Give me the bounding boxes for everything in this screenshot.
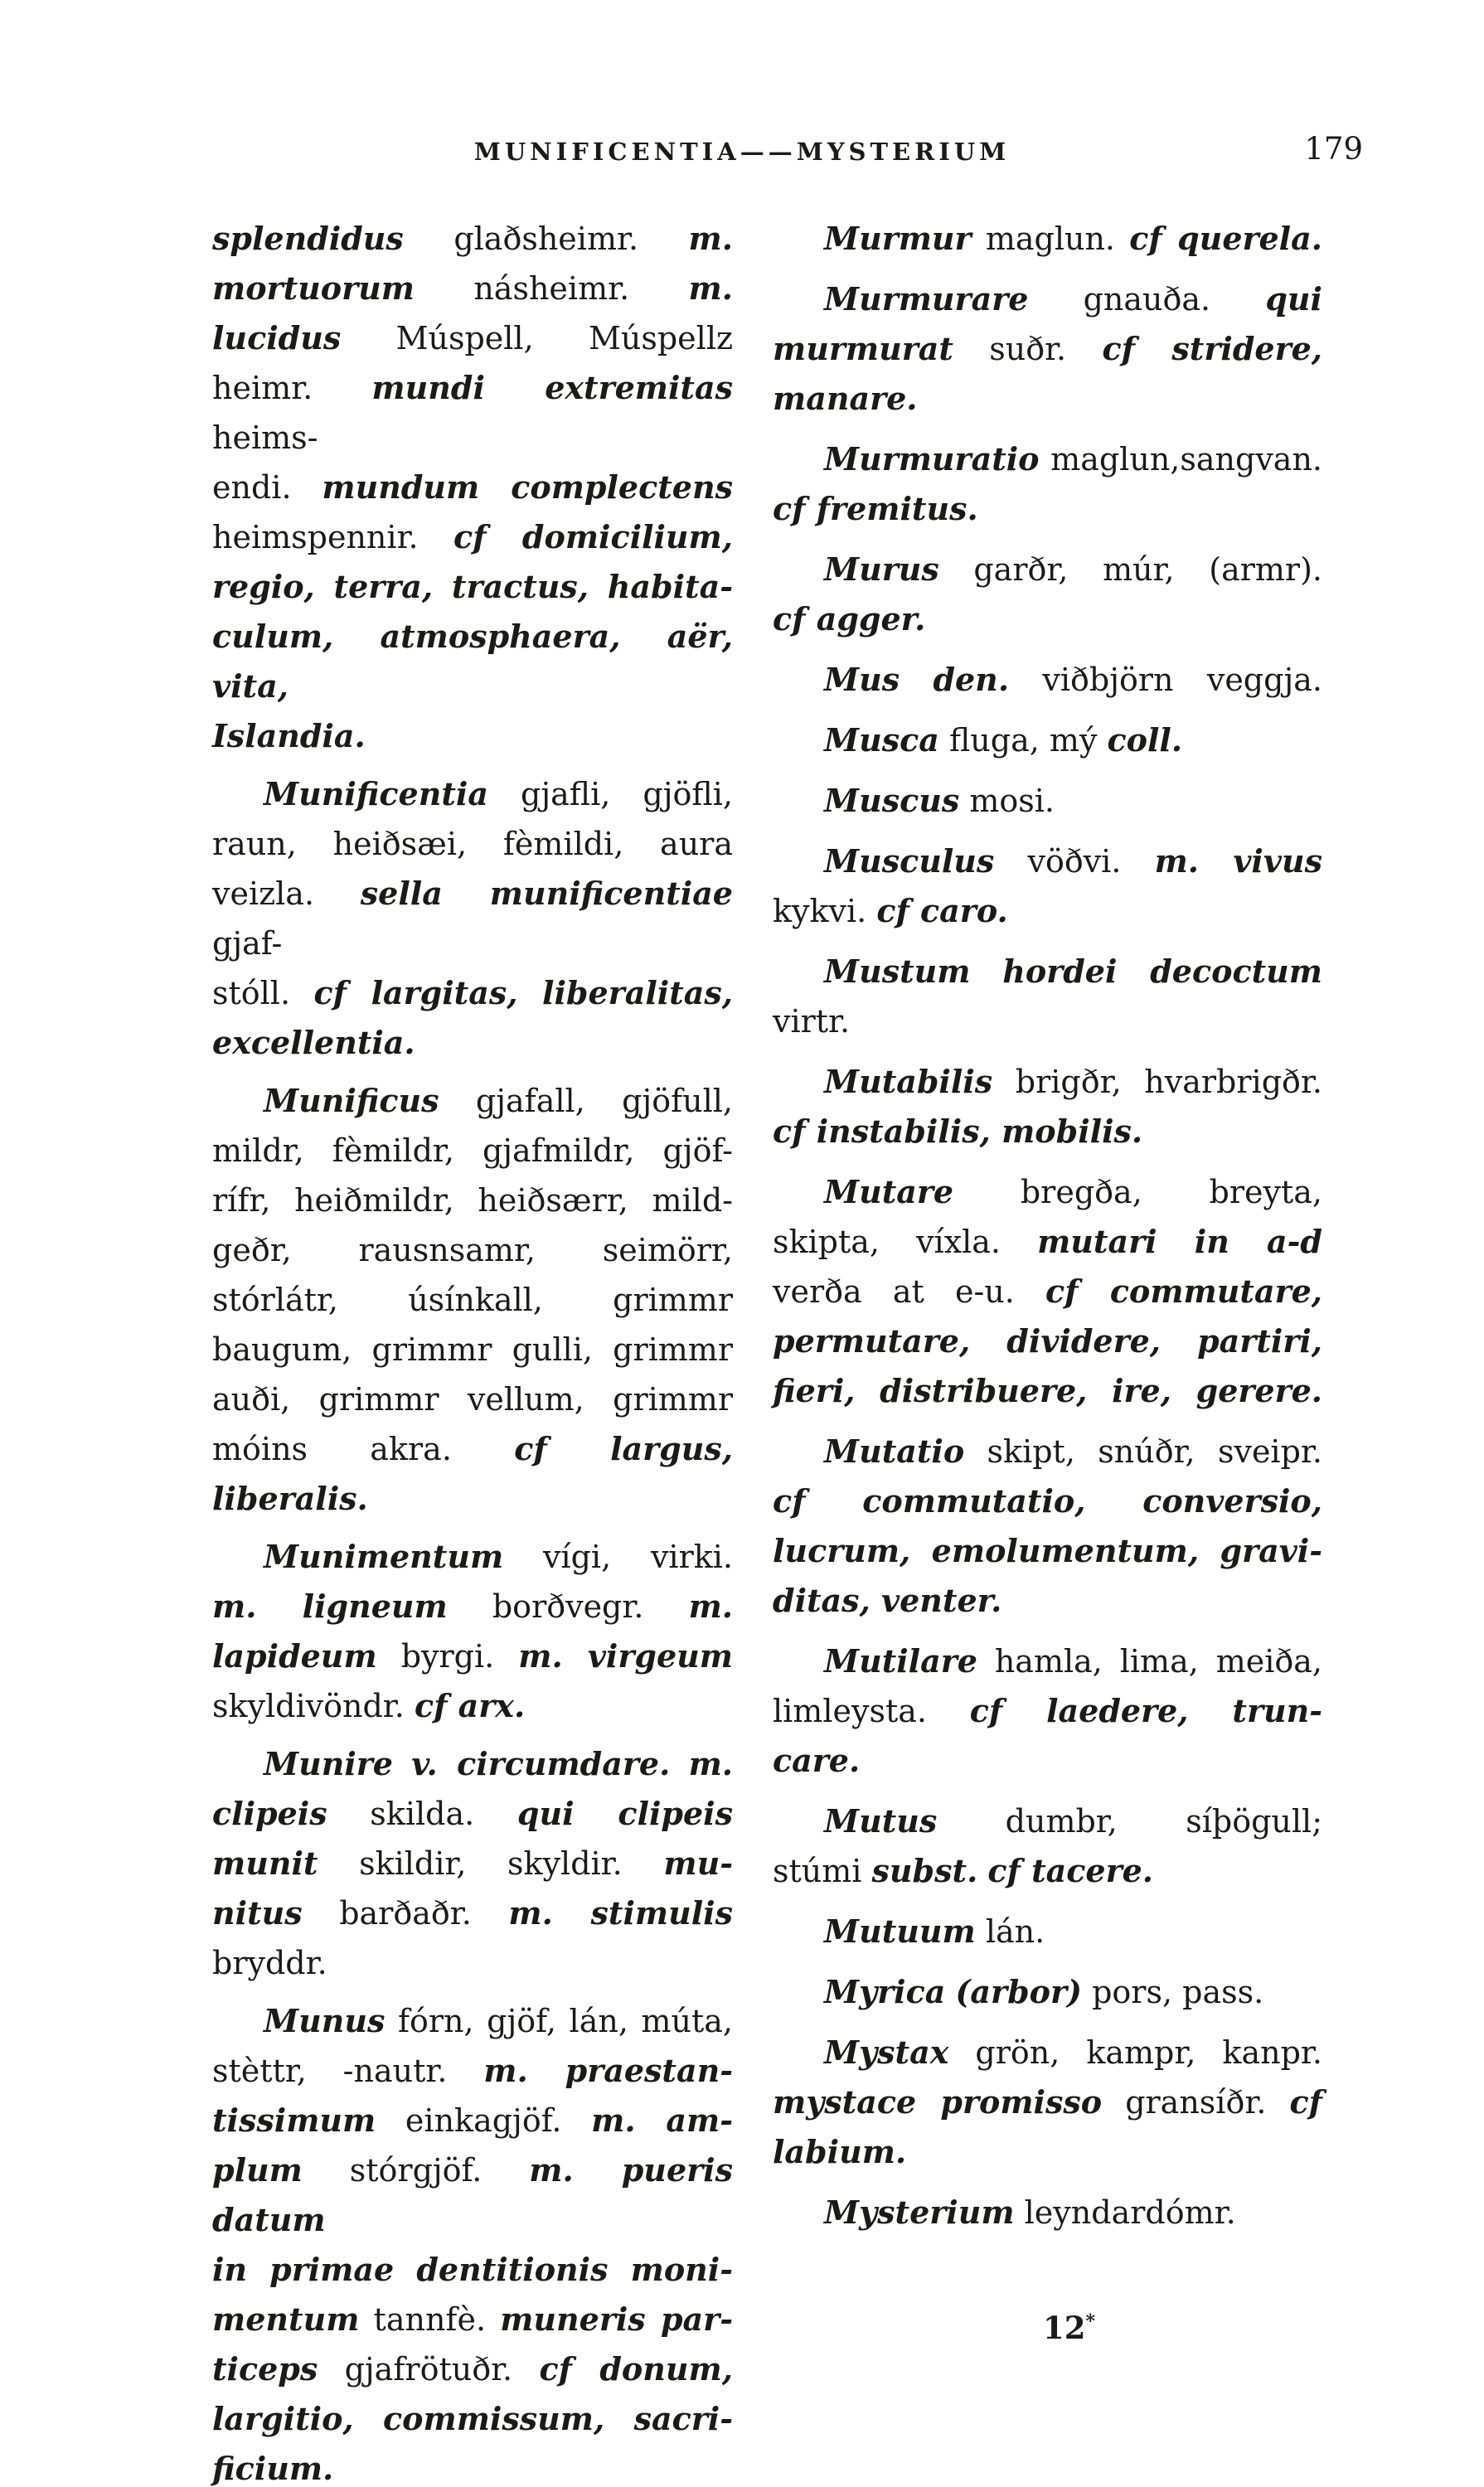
latin-text: mu- xyxy=(663,1845,733,1882)
icelandic-text: endi. xyxy=(212,469,292,506)
text-line xyxy=(212,1374,733,1424)
dictionary-entry xyxy=(773,1967,1322,2017)
text-line xyxy=(212,1018,733,1068)
latin-text: m. xyxy=(688,1588,733,1625)
text-line xyxy=(212,214,733,264)
text-line xyxy=(773,836,1322,886)
latin-text: cf commutatio, conversio, xyxy=(773,1482,1322,1520)
text-line xyxy=(212,711,733,761)
latin-text: cf tacere. xyxy=(987,1852,1154,1889)
latin-lemma: Muscus xyxy=(824,782,960,819)
icelandic-text: rífr, heiðmildr, heiðsærr, mild- xyxy=(212,1182,733,1219)
dictionary-entry xyxy=(773,1907,1322,1956)
icelandic-text: kykvi. xyxy=(773,893,867,929)
dictionary-entry xyxy=(773,545,1322,644)
icelandic-text: gnauða. xyxy=(1083,281,1211,318)
latin-text: qui xyxy=(1265,280,1322,318)
icelandic-text: dumbr, síþögull; xyxy=(1005,1803,1322,1840)
text-line xyxy=(212,2295,733,2344)
icelandic-text: maglun,sangvan. xyxy=(1050,441,1322,478)
latin-text: murmurat xyxy=(773,330,953,367)
latin-lemma: Munificentia xyxy=(264,775,488,812)
latin-lemma: Murus xyxy=(824,550,939,588)
text-line xyxy=(773,2127,1322,2177)
latin-text: m. ligneum xyxy=(212,1588,448,1625)
text-line xyxy=(212,1888,733,1938)
latin-text: regio, terra, tractus, habita- xyxy=(212,568,733,605)
latin-text: clipeis xyxy=(212,1795,327,1832)
text-line xyxy=(773,886,1322,936)
signature-mark xyxy=(1043,2310,1095,2346)
icelandic-text: móins akra. xyxy=(212,1431,452,1467)
latin-text: care. xyxy=(773,1742,861,1779)
text-line xyxy=(212,463,733,512)
icelandic-text: tannfè. xyxy=(373,2301,487,2338)
text-line xyxy=(773,655,1322,705)
text-line xyxy=(212,2145,733,2245)
dictionary-entry xyxy=(773,1796,1322,1896)
latin-lemma: mortuorum xyxy=(212,269,415,307)
latin-lemma: Musculus xyxy=(824,842,995,880)
text-line xyxy=(773,715,1322,765)
dictionary-entry xyxy=(773,1167,1322,1416)
text-line xyxy=(773,1967,1322,2017)
text-line xyxy=(773,274,1322,324)
text-line xyxy=(773,1796,1322,1846)
dictionary-entry xyxy=(773,1427,1322,1626)
icelandic-text: barðaðr. xyxy=(339,1895,472,1932)
text-line xyxy=(212,1225,733,1275)
latin-text: tissimum xyxy=(212,2102,376,2139)
latin-lemma: Myrica xyxy=(824,1973,946,2010)
dictionary-entry xyxy=(212,1532,733,1731)
latin-lemma: Munificus xyxy=(264,1082,439,1119)
latin-text: cf commutare, xyxy=(1045,1273,1322,1310)
latin-text: cf stridere, xyxy=(1102,330,1322,367)
icelandic-text: einkagjöf. xyxy=(405,2102,562,2139)
icelandic-text: raun, heiðsæi, fèmildi, aura xyxy=(212,826,733,862)
text-line xyxy=(212,1789,733,1839)
text-line xyxy=(212,1839,733,1888)
latin-text: permutare, dividere, partiri, xyxy=(773,1322,1322,1360)
icelandic-text: virtr. xyxy=(773,1003,851,1040)
latin-text: cf caro. xyxy=(876,892,1008,929)
text-line xyxy=(773,1107,1322,1156)
dictionary-entry xyxy=(773,1057,1322,1156)
latin-lemma: Munire xyxy=(264,1745,393,1782)
text-line xyxy=(773,1736,1322,1786)
text-line xyxy=(212,769,733,819)
text-line xyxy=(212,968,733,1018)
latin-text: cf largitas, liberalitas, xyxy=(313,974,733,1011)
icelandic-text: vöðvi. xyxy=(1027,843,1122,880)
text-line xyxy=(212,1176,733,1225)
latin-lemma: splendidus xyxy=(212,220,404,257)
latin-text: cf instabilis, mobilis. xyxy=(773,1113,1143,1150)
icelandic-text: gjafrötuðr. xyxy=(344,2351,513,2388)
text-line xyxy=(773,1316,1322,1366)
dictionary-entry xyxy=(773,655,1322,705)
latin-text: (arbor) xyxy=(955,1973,1082,2010)
text-line xyxy=(773,214,1322,264)
text-line xyxy=(773,1167,1322,1217)
text-line xyxy=(212,313,733,363)
latin-lemma: Mutus xyxy=(824,1802,938,1840)
icelandic-text: skyldivöndr. xyxy=(212,1688,405,1724)
dictionary-entry xyxy=(773,2028,1322,2177)
dictionary-entry xyxy=(773,776,1322,826)
text-line xyxy=(773,594,1322,644)
text-line xyxy=(773,1057,1322,1107)
icelandic-text: garðr, múr, (armr). xyxy=(973,551,1322,588)
latin-text: cf arx. xyxy=(414,1687,526,1724)
text-line xyxy=(773,1217,1322,1267)
dictionary-entry xyxy=(212,1739,733,1988)
latin-lemma: Mutatio xyxy=(824,1433,965,1470)
text-line xyxy=(773,545,1322,594)
text-line xyxy=(212,512,733,562)
latin-text: Islandia. xyxy=(212,717,366,754)
latin-text: coll. xyxy=(1107,721,1183,759)
text-line xyxy=(212,2444,733,2487)
text-line xyxy=(212,1424,733,1524)
right-column xyxy=(773,214,1322,2248)
icelandic-text: bregða, breyta, xyxy=(1020,1174,1322,1210)
text-line xyxy=(773,1636,1322,1686)
dictionary-entry xyxy=(773,836,1322,936)
icelandic-text: maglun. xyxy=(985,221,1116,257)
icelandic-text: gjaf- xyxy=(212,925,283,962)
latin-text: cf laedere, trun- xyxy=(969,1692,1322,1729)
icelandic-text: limleysta. xyxy=(773,1693,927,1729)
text-line xyxy=(773,1476,1322,1526)
page-number: 179 xyxy=(1304,131,1363,167)
text-line xyxy=(773,1526,1322,1576)
dictionary-entry xyxy=(212,1076,733,1524)
latin-text: sella munificentiae xyxy=(360,875,733,912)
icelandic-text: stóll. xyxy=(212,975,291,1011)
icelandic-text: geðr, rausnsamr, seimörr, xyxy=(212,1232,733,1268)
dictionary-entry xyxy=(212,1996,733,2487)
icelandic-text: viðbjörn veggja. xyxy=(1042,662,1322,698)
icelandic-text: stórlátr, úsínkall, grimmr xyxy=(212,1282,733,1318)
latin-text: fieri, distribuere, ire, gerere. xyxy=(773,1372,1322,1409)
text-line xyxy=(212,363,733,463)
text-line xyxy=(773,1267,1322,1316)
latin-lemma: Mutabilis xyxy=(824,1063,993,1100)
dictionary-entry xyxy=(773,1636,1322,1786)
latin-text: mundum complectens xyxy=(322,468,733,506)
dictionary-entry xyxy=(212,769,733,1068)
signature-number: 12 xyxy=(1043,2310,1086,2346)
icelandic-text: brigðr, hvarbrigðr. xyxy=(1015,1064,1322,1100)
latin-text: lapideum xyxy=(212,1637,377,1675)
text-line xyxy=(773,996,1322,1046)
text-line xyxy=(212,1532,733,1582)
latin-lemma: Mutuum xyxy=(824,1913,976,1950)
latin-text: cf domicilium, xyxy=(453,518,733,555)
latin-text: largitio, commissum, sacri- xyxy=(212,2400,733,2437)
text-line xyxy=(212,2046,733,2096)
text-line xyxy=(773,484,1322,534)
latin-text: culum, atmosphaera, aër, vita, xyxy=(212,618,733,705)
text-line xyxy=(212,1582,733,1631)
latin-lemma: Murmuratio xyxy=(824,440,1040,478)
dictionary-entry xyxy=(773,214,1322,264)
icelandic-text: stúmi xyxy=(773,1853,862,1889)
icelandic-text: stèttr, -nautr. xyxy=(212,2053,448,2089)
latin-text: cf xyxy=(1289,2083,1322,2121)
icelandic-text: verða at e-u. xyxy=(773,1273,1015,1310)
latin-text: hordei decoctum xyxy=(1002,953,1322,990)
latin-text: m. xyxy=(688,1745,733,1782)
text-line xyxy=(212,1996,733,2046)
dictionary-entry xyxy=(773,2188,1322,2237)
latin-text: nitus xyxy=(212,1894,303,1932)
dictionary-entry xyxy=(773,715,1322,765)
icelandic-text: auði, grimmr vellum, grimmr xyxy=(212,1381,733,1418)
latin-text: excellentia. xyxy=(212,1024,415,1061)
latin-text: plum xyxy=(212,2151,303,2189)
icelandic-text: leyndardómr. xyxy=(1024,2194,1236,2231)
latin-text: den. xyxy=(933,661,1010,698)
text-line xyxy=(212,2096,733,2145)
latin-text: m. xyxy=(688,220,733,257)
latin-lemma: Musca xyxy=(824,721,939,759)
icelandic-text: skipta, víxla. xyxy=(773,1224,1001,1260)
text-line xyxy=(773,1846,1322,1896)
icelandic-text: stórgjöf. xyxy=(349,2152,483,2189)
latin-text: subst. xyxy=(871,1852,978,1889)
icelandic-text: fórn, gjöf, lán, múta, xyxy=(397,2003,733,2039)
icelandic-text: veizla. xyxy=(212,875,315,912)
icelandic-text: baugum, grimmr gulli, grimmr xyxy=(212,1331,733,1368)
text-line xyxy=(773,1427,1322,1476)
icelandic-text: heims- xyxy=(212,419,318,456)
latin-lemma: Munimentum xyxy=(264,1538,504,1575)
latin-text: cf largus, liberalis. xyxy=(212,1430,733,1517)
text-line xyxy=(773,2188,1322,2237)
text-line xyxy=(212,819,733,869)
latin-text: v. circumdare. xyxy=(411,1745,671,1782)
icelandic-text: gransíðr. xyxy=(1125,2084,1267,2121)
latin-text: m. pueris datum xyxy=(212,2151,733,2238)
left-column xyxy=(212,214,733,2487)
icelandic-text: heimr. xyxy=(212,370,313,406)
text-line xyxy=(212,562,733,612)
text-line xyxy=(212,2344,733,2394)
latin-text: ditas, venter. xyxy=(773,1582,1002,1619)
latin-lemma: Mysterium xyxy=(824,2194,1015,2231)
dictionary-entry xyxy=(773,947,1322,1046)
icelandic-text: lán. xyxy=(985,1913,1045,1950)
latin-text: munit xyxy=(212,1845,318,1882)
text-line xyxy=(212,1631,733,1681)
text-line xyxy=(212,264,733,313)
latin-text: mentum xyxy=(212,2300,360,2338)
text-line xyxy=(212,1275,733,1325)
icelandic-text: gjafli, gjöfli, xyxy=(521,776,733,812)
text-line xyxy=(212,2394,733,2444)
text-line xyxy=(212,1126,733,1176)
latin-text: qui clipeis xyxy=(516,1795,733,1832)
icelandic-text: vígi, virki. xyxy=(542,1539,733,1575)
icelandic-text: mosi. xyxy=(969,783,1055,819)
text-line xyxy=(773,1576,1322,1626)
latin-text: cf fremitus. xyxy=(773,490,978,527)
icelandic-text: mildr, fèmildr, gjafmildr, gjöf- xyxy=(212,1132,733,1169)
latin-text: m. vivus xyxy=(1154,842,1322,880)
latin-lemma: Murmur xyxy=(824,220,972,257)
latin-text: m. virgeum xyxy=(518,1637,733,1675)
latin-text: manare. xyxy=(773,380,918,417)
icelandic-text: byrgi. xyxy=(400,1638,495,1675)
dictionary-entry xyxy=(773,434,1322,534)
latin-text: muneris par- xyxy=(500,2300,733,2338)
text-line xyxy=(212,612,733,711)
latin-text: mystace promisso xyxy=(773,2083,1103,2121)
icelandic-text: heimspennir. xyxy=(212,519,419,555)
latin-text: cf donum, xyxy=(539,2350,733,2388)
icelandic-text: Múspell, Múspellz xyxy=(395,320,733,356)
latin-text: labium. xyxy=(773,2133,907,2170)
text-line xyxy=(773,776,1322,826)
dictionary-entry xyxy=(773,274,1322,424)
text-line xyxy=(773,1686,1322,1736)
text-line xyxy=(212,1739,733,1789)
text-line xyxy=(773,324,1322,374)
latin-text: mutari in a-d xyxy=(1037,1223,1322,1260)
latin-lemma: Mystax xyxy=(824,2034,949,2071)
latin-lemma: Murmurare xyxy=(824,280,1029,318)
text-line xyxy=(212,1076,733,1126)
latin-text: mundi extremitas xyxy=(371,369,733,406)
text-line xyxy=(212,1681,733,1731)
text-line xyxy=(773,434,1322,484)
icelandic-text: grön, kampr, kanpr. xyxy=(975,2034,1322,2071)
latin-text: m. praestan- xyxy=(483,2052,733,2089)
text-line xyxy=(773,1366,1322,1416)
icelandic-text: bryddr. xyxy=(212,1945,327,1981)
text-line xyxy=(212,869,733,968)
latin-lemma: lucidus xyxy=(212,319,342,356)
latin-lemma: Mutare xyxy=(824,1173,954,1210)
text-line xyxy=(773,947,1322,996)
icelandic-text: suðr. xyxy=(989,331,1067,367)
latin-lemma: Mustum xyxy=(824,953,971,990)
latin-text: in primae dentitionis moni- xyxy=(212,2251,733,2288)
signature-asterisk: * xyxy=(1085,2310,1096,2333)
text-line xyxy=(773,1907,1322,1956)
icelandic-text: násheimr. xyxy=(473,270,630,307)
running-title: MUNIFICENTIA——MYSTERIUM xyxy=(473,138,1011,166)
text-line xyxy=(773,2028,1322,2077)
icelandic-text: skildir, skyldir. xyxy=(359,1845,623,1882)
dictionary-entry xyxy=(212,214,733,761)
latin-text: cf agger. xyxy=(773,600,926,638)
icelandic-text: pors, pass. xyxy=(1092,1974,1264,2010)
text-line xyxy=(212,1325,733,1374)
icelandic-text: glaðsheimr. xyxy=(453,221,639,257)
latin-text: m. xyxy=(688,269,733,307)
icelandic-text: gjafall, gjöfull, xyxy=(475,1083,733,1119)
text-line xyxy=(773,374,1322,424)
latin-text: cf querela. xyxy=(1129,220,1322,257)
icelandic-text: hamla, lima, meiða, xyxy=(994,1643,1322,1680)
latin-lemma: Mutilare xyxy=(824,1642,977,1680)
icelandic-text: fluga, mý xyxy=(948,722,1098,759)
icelandic-text: skipt, snúðr, sveipr. xyxy=(987,1433,1322,1470)
text-line xyxy=(212,1938,733,1988)
text-line xyxy=(212,2245,733,2295)
latin-lemma: Munus xyxy=(264,2002,386,2039)
text-line xyxy=(773,2077,1322,2127)
latin-text: lucrum, emolumentum, gravi- xyxy=(773,1532,1322,1569)
latin-text: m. am- xyxy=(591,2102,733,2139)
latin-text: ficium. xyxy=(212,2450,334,2487)
icelandic-text: skilda. xyxy=(370,1796,475,1832)
latin-text: ticeps xyxy=(212,2350,318,2388)
latin-lemma: Mus xyxy=(824,661,900,698)
latin-text: m. stimulis xyxy=(508,1894,733,1932)
icelandic-text: borðvegr. xyxy=(492,1588,644,1625)
